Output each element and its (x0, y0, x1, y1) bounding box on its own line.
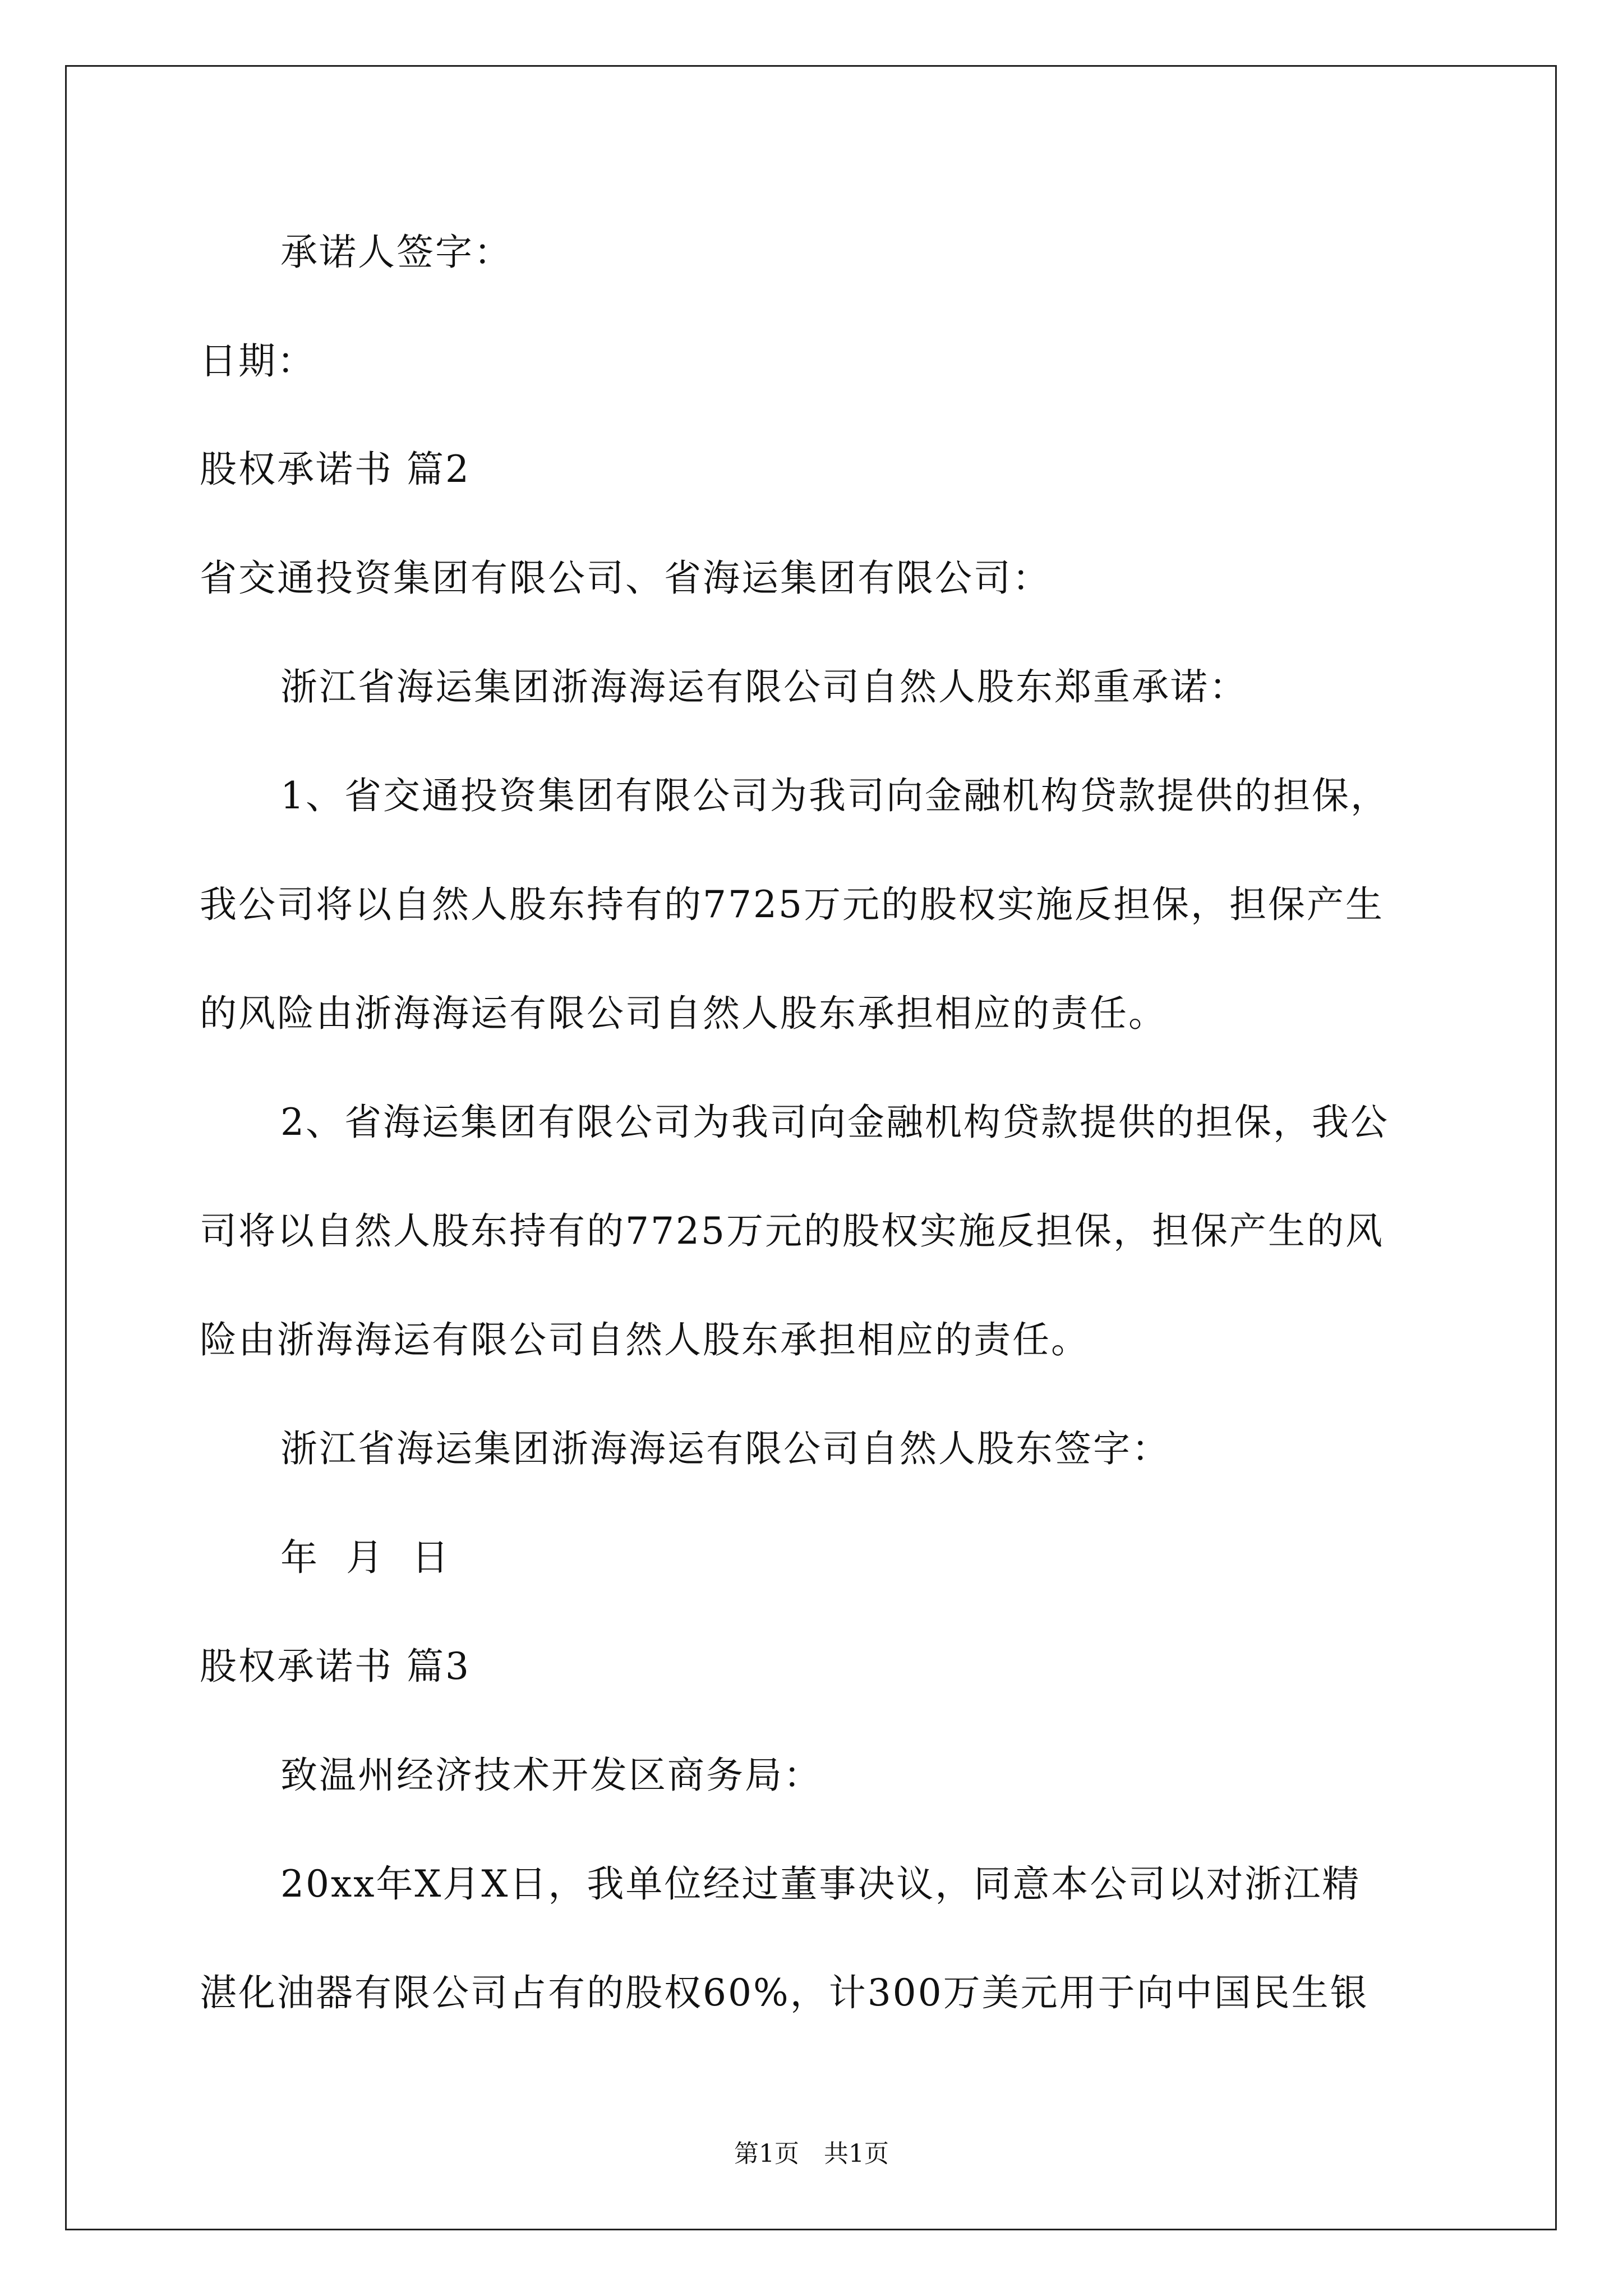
paragraph-line: 2、省海运集团有限公司为我司向金融机构贷款提供的担保，我公 (280, 1101, 1389, 1144)
paragraph-line: 司将以自然人股东持有的7725万元的股权实施反担保，担保产生的风 (200, 1209, 1384, 1253)
signature-line: 承诺人签字： (280, 231, 513, 274)
paragraph-line: 险由浙海海运有限公司自然人股东承担相应的责任。 (200, 1318, 1090, 1361)
section-heading-2: 股权承诺书 篇2 (200, 448, 471, 491)
addressee-line: 省交通投资集团有限公司、省海运集团有限公司： (200, 556, 1051, 600)
section-heading-3: 股权承诺书 篇3 (200, 1645, 471, 1688)
date-placeholder-line: 年 月 日 (280, 1536, 450, 1579)
paragraph-line: 浙江省海运集团浙海海运有限公司自然人股东郑重承诺： (280, 665, 1248, 708)
date-line: 日期： (200, 339, 316, 383)
paragraph-line: 20xx年X月X日，我单位经过董事决议，同意本公司以对浙江精 (280, 1862, 1361, 1906)
shareholder-signature-line: 浙江省海运集团浙海海运有限公司自然人股东签字： (280, 1427, 1170, 1470)
paragraph-line: 的风险由浙海海运有限公司自然人股东承担相应的责任。 (200, 992, 1167, 1035)
paragraph-line: 我公司将以自然人股东持有的7725万元的股权实施反担保，担保产生 (200, 883, 1384, 926)
page-border (65, 65, 1557, 2230)
paragraph-line: 湛化油器有限公司占有的股权60%，计300万美元用于向中国民生银 (200, 1971, 1369, 2014)
page-number-footer: 第1页 共1页 (734, 2139, 889, 2168)
paragraph-line: 1、省交通投资集团有限公司为我司向金融机构贷款提供的担保， (280, 774, 1389, 817)
recipient-line: 致温州经济技术开发区商务局： (280, 1754, 822, 1797)
